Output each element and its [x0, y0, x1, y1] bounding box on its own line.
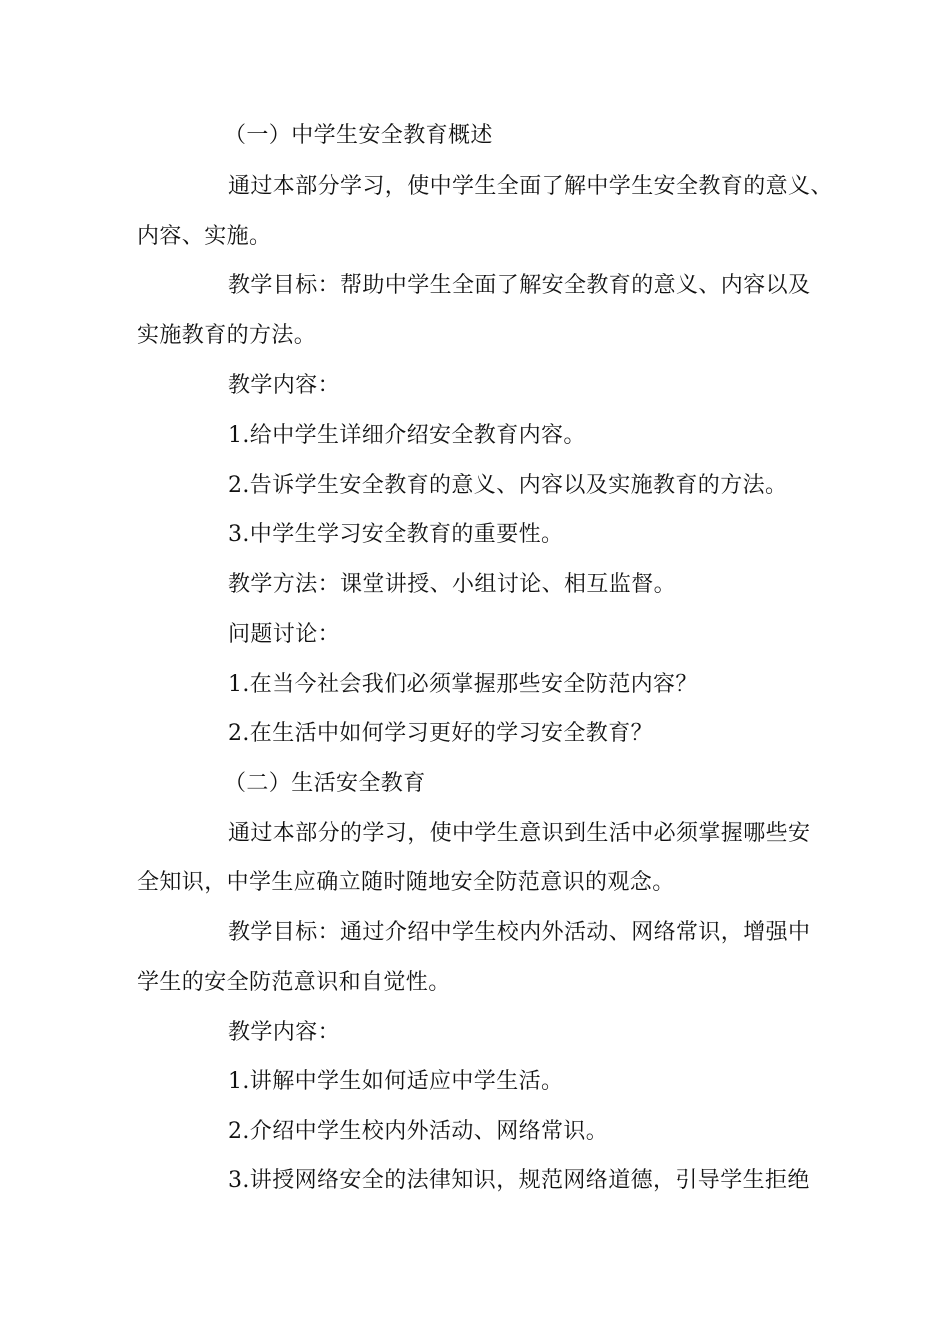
section1-content-item-3: 3.中学生学习安全教育的重要性。 — [228, 522, 564, 547]
section2-goal-line2: 学生的安全防范意识和自觉性。 — [137, 970, 451, 995]
section1-content-item-2: 2.告诉学生安全教育的意义、内容以及实施教育的方法。 — [228, 473, 788, 498]
section1-heading: （一）中学生安全教育概述 — [224, 123, 493, 148]
section1-content-label: 教学内容： — [228, 373, 341, 398]
section1-goal-line1: 教学目标：帮助中学生全面了解安全教育的意义、内容以及 — [228, 273, 811, 298]
section2-goal-line1: 教学目标：通过介绍中学生校内外活动、网络常识，增强中 — [228, 920, 811, 945]
section1-discussion-label: 问题讨论： — [228, 622, 341, 647]
section2-content-label: 教学内容： — [228, 1020, 341, 1045]
section2-content-item-1: 1.讲解中学生如何适应中学生活。 — [228, 1069, 564, 1094]
section1-method: 教学方法：课堂讲授、小组讨论、相互监督。 — [228, 572, 677, 597]
section2-intro-line1: 通过本部分的学习，使中学生意识到生活中必须掌握哪些安 — [228, 821, 811, 846]
section1-discussion-item-1: 1.在当今社会我们必须掌握那些安全防范内容？ — [228, 672, 698, 697]
section2-heading: （二）生活安全教育 — [224, 771, 426, 796]
section2-intro-line2: 全知识，中学生应确立随时随地安全防范意识的观念。 — [137, 870, 675, 895]
section1-intro-line1: 通过本部分学习，使中学生全面了解中学生安全教育的意义、 — [228, 174, 833, 199]
section1-goal-line2: 实施教育的方法。 — [137, 323, 317, 348]
section1-discussion-item-2: 2.在生活中如何学习更好的学习安全教育？ — [228, 721, 653, 746]
section1-intro-line2: 内容、实施。 — [137, 224, 272, 249]
section2-content-item-3: 3.讲授网络安全的法律知识，规范网络道德，引导学生拒绝 — [228, 1168, 810, 1193]
section1-content-item-1: 1.给中学生详细介绍安全教育内容。 — [228, 423, 586, 448]
section2-content-item-2: 2.介绍中学生校内外活动、网络常识。 — [228, 1119, 609, 1144]
